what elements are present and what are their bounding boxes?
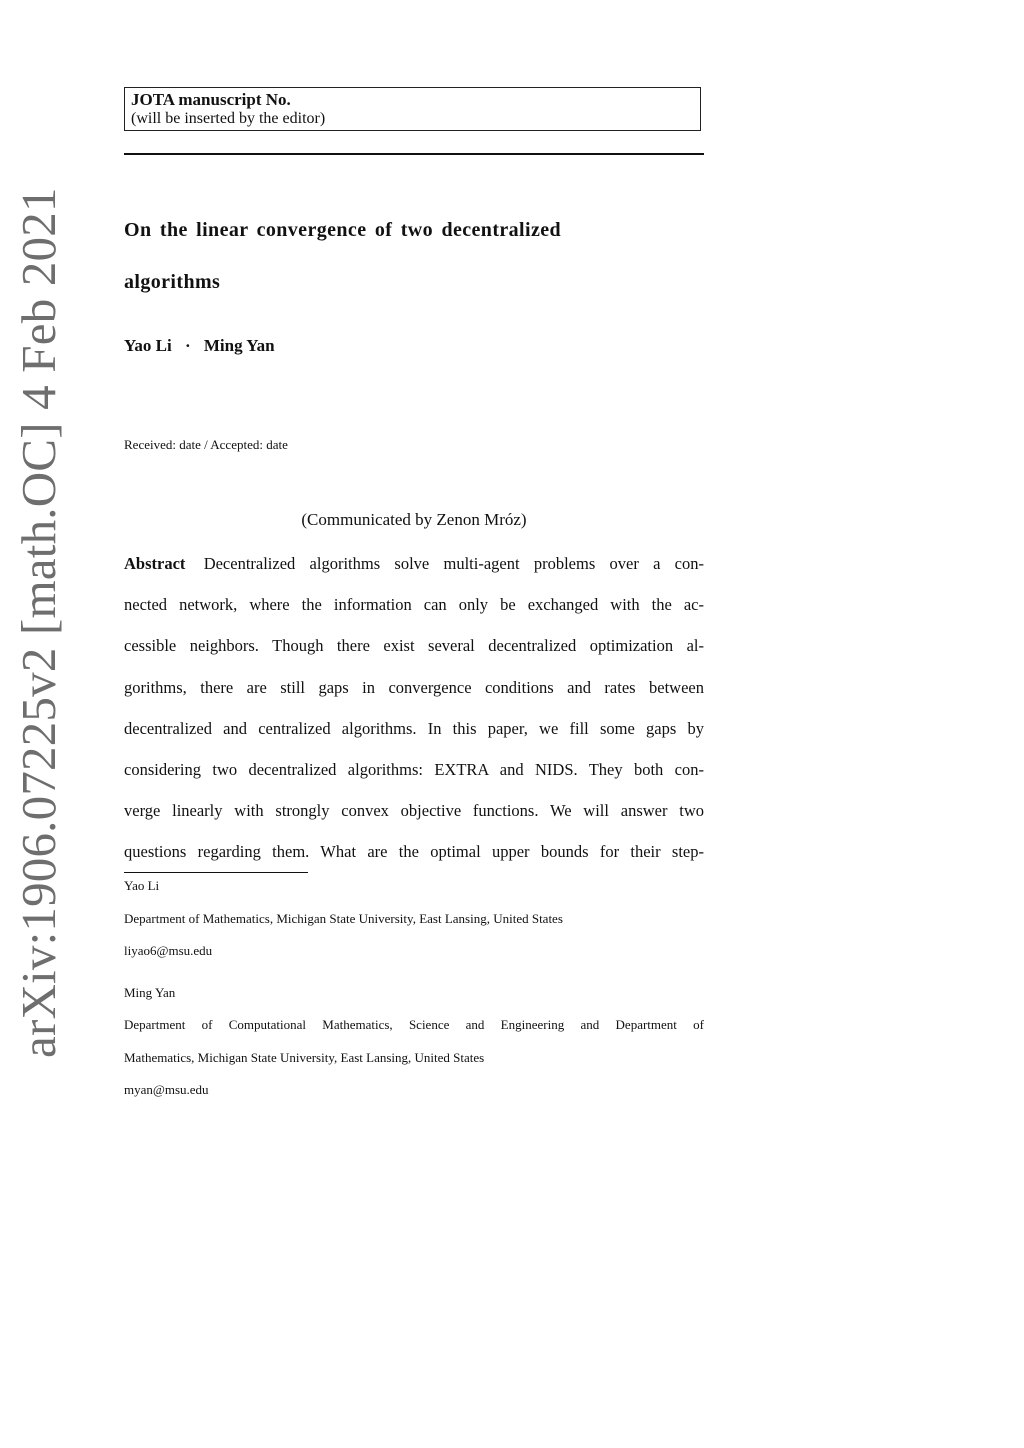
affiliation-email: myan@msu.edu (124, 1082, 209, 1097)
affiliation-email: liyao6@msu.edu (124, 943, 213, 958)
paper-title-line-2: algorithms (124, 271, 221, 293)
affiliation-department: Department of Computational Mathematics, Science and Engineering and Department of (124, 1017, 704, 1032)
abstract-line: cessible neighbors. Though there exist several decentralized optimization al- (124, 636, 704, 656)
abstract-line: verge linearly with strongly convex objective functions. We will answer two (124, 801, 704, 821)
author-list (124, 335, 275, 357)
communicated-by: (Communicated by Zenon Mróz) (301, 510, 527, 529)
paper-title-line-1: On the linear convergence of two decentralized (124, 219, 562, 241)
abstract (124, 543, 704, 873)
abstract-line: considering two decentralized algorithms: EXTRA and NIDS. They both con- (124, 759, 704, 779)
footnote-rule (124, 872, 308, 873)
affiliation-name: Yao Li (124, 878, 160, 893)
abstract-line: decentralized and centralized algorithms. In this paper, we fill some gaps by (124, 718, 704, 738)
paper-title (124, 204, 704, 308)
author-separator: · (184, 336, 191, 355)
header-rule (124, 153, 704, 155)
author-name: Ming Yan (203, 336, 275, 355)
arxiv-stamp: arXiv:1906.07225v2 [math.OC] 4 Feb 2021 (11, 187, 66, 1058)
abstract-line: gorithms, there are still gaps in convergence conditions and rates between (124, 677, 704, 697)
abstract-label: Abstract (124, 554, 186, 573)
abstract-line: questions regarding them. What are the optimal upper bounds for their step- (124, 842, 704, 862)
received-accepted-dates: Received: date / Accepted: date (124, 437, 288, 452)
journal-manuscript-number: JOTA manuscript No. (131, 90, 291, 109)
affiliation-name: Ming Yan (124, 985, 176, 1000)
abstract-line: Abstract Decentralized algorithms solve multi-agent problems over a con- (124, 554, 704, 573)
journal-editor-note: (will be inserted by the editor) (131, 110, 326, 127)
affiliation-department: Mathematics, Michigan State University, East Lansing, United States (124, 1050, 485, 1065)
journal-manuscript-box (124, 87, 701, 131)
author-name: Yao Li (124, 336, 172, 355)
affiliation-department: Department of Mathematics, Michigan State University, East Lansing, United States (124, 911, 563, 926)
abstract-line: nected network, where the information can only be exchanged with the ac- (124, 595, 704, 615)
